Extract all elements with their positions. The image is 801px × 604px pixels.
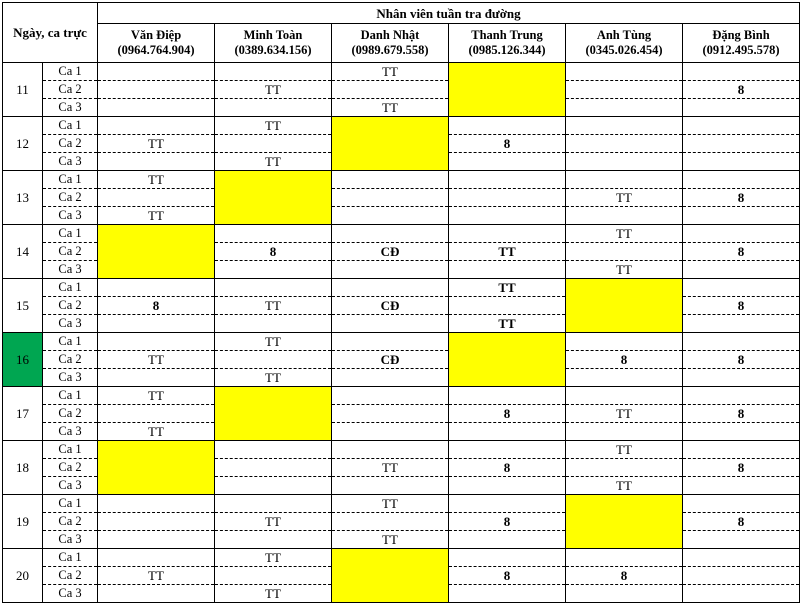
shift-label: Ca 2 [43, 81, 98, 99]
employee-name: Đặng Bình [712, 28, 770, 42]
shift-label: Ca 1 [43, 171, 98, 189]
duty-cell [332, 369, 449, 387]
shift-row [3, 423, 800, 441]
duty-cell: 8 [449, 135, 566, 153]
duty-cell: TT [332, 99, 449, 117]
day-off-cell [332, 117, 449, 135]
shift-label: Ca 2 [43, 405, 98, 423]
duty-cell [332, 477, 449, 495]
duty-cell: 8 [449, 405, 566, 423]
shift-row [3, 189, 800, 207]
duty-cell [683, 531, 800, 549]
duty-cell [566, 63, 683, 81]
duty-cell [566, 207, 683, 225]
employee-header [215, 24, 332, 63]
shift-row [3, 135, 800, 153]
duty-cell: TT [215, 369, 332, 387]
day-off-cell [215, 171, 332, 189]
shift-label: Ca 2 [43, 297, 98, 315]
duty-cell [98, 189, 215, 207]
shift-label: Ca 1 [43, 117, 98, 135]
duty-cell [215, 441, 332, 459]
shift-label: Ca 1 [43, 225, 98, 243]
duty-cell [98, 99, 215, 117]
shift-row [3, 513, 800, 531]
duty-cell [215, 261, 332, 279]
employee-header [566, 24, 683, 63]
duty-cell: 8 [683, 297, 800, 315]
shift-row [3, 459, 800, 477]
shift-row [3, 549, 800, 567]
duty-cell: TT [98, 387, 215, 405]
day-off-cell [98, 477, 215, 495]
day-off-cell [449, 99, 566, 117]
employee-phone: (0989.679.558) [351, 43, 429, 57]
shift-label: Ca 1 [43, 279, 98, 297]
shift-row [3, 405, 800, 423]
day-off-cell [332, 549, 449, 567]
duty-cell: 8 [449, 513, 566, 531]
duty-cell [98, 117, 215, 135]
duty-cell [566, 171, 683, 189]
duty-cell [332, 423, 449, 441]
duty-cell [683, 495, 800, 513]
duty-cell [98, 279, 215, 297]
shift-row [3, 243, 800, 261]
duty-cell [566, 81, 683, 99]
employee-name: Danh Nhật [360, 28, 420, 42]
duty-cell [215, 315, 332, 333]
duty-cell [98, 369, 215, 387]
shift-label: Ca 1 [43, 63, 98, 81]
duty-cell [683, 279, 800, 297]
duty-cell: 8 [683, 243, 800, 261]
duty-cell [449, 117, 566, 135]
employee-header [449, 24, 566, 63]
duty-cell [449, 153, 566, 171]
employee-phone: (0912.495.578) [702, 43, 780, 57]
duty-cell: TT [98, 171, 215, 189]
shift-label: Ca 1 [43, 333, 98, 351]
duty-cell [449, 207, 566, 225]
duty-cell [332, 81, 449, 99]
duty-cell [449, 549, 566, 567]
duty-cell [566, 459, 683, 477]
duty-cell: TT [566, 405, 683, 423]
duty-cell: CĐ [332, 243, 449, 261]
shift-row [3, 567, 800, 585]
shift-row [3, 351, 800, 369]
day-off-cell [215, 405, 332, 423]
duty-cell [566, 387, 683, 405]
duty-cell [215, 531, 332, 549]
duty-cell: 8 [683, 189, 800, 207]
duty-cell [98, 585, 215, 603]
duty-cell: TT [566, 441, 683, 459]
duty-cell [683, 369, 800, 387]
duty-cell [215, 99, 332, 117]
duty-cell [332, 189, 449, 207]
day-off-cell [449, 333, 566, 351]
duty-cell [683, 585, 800, 603]
shift-row [3, 387, 800, 405]
duty-cell [332, 315, 449, 333]
duty-cell: CĐ [332, 297, 449, 315]
employee-header [98, 24, 215, 63]
duty-cell [449, 387, 566, 405]
day-off-cell [215, 207, 332, 225]
duty-cell: TT [566, 261, 683, 279]
shift-row [3, 495, 800, 513]
day-number: 11 [3, 63, 43, 117]
duty-cell [683, 99, 800, 117]
duty-cell [683, 117, 800, 135]
duty-cell [449, 495, 566, 513]
duty-cell [215, 567, 332, 585]
day-number: 17 [3, 387, 43, 441]
duty-cell [332, 207, 449, 225]
shift-label: Ca 2 [43, 513, 98, 531]
day-number: 18 [3, 441, 43, 495]
patrol-schedule-table [2, 2, 800, 603]
duty-cell [683, 261, 800, 279]
duty-cell [98, 315, 215, 333]
duty-cell [332, 171, 449, 189]
duty-cell: 8 [683, 459, 800, 477]
duty-cell [215, 495, 332, 513]
shift-label: Ca 1 [43, 495, 98, 513]
duty-cell: TT [566, 477, 683, 495]
duty-cell [683, 153, 800, 171]
duty-cell: TT [332, 63, 449, 81]
duty-cell: TT [215, 153, 332, 171]
day-off-cell [332, 585, 449, 603]
employee-name: Minh Toàn [243, 28, 303, 42]
day-off-cell [98, 441, 215, 459]
shift-row [3, 81, 800, 99]
day-number: 19 [3, 495, 43, 549]
duty-cell [566, 117, 683, 135]
day-off-cell [566, 297, 683, 315]
duty-cell: TT [215, 117, 332, 135]
shift-label: Ca 1 [43, 387, 98, 405]
duty-cell [332, 387, 449, 405]
shift-row [3, 333, 800, 351]
employee-phone: (0389.634.156) [234, 43, 312, 57]
duty-cell [98, 153, 215, 171]
duty-cell [98, 63, 215, 81]
duty-cell [215, 459, 332, 477]
duty-cell [449, 423, 566, 441]
shift-row [3, 63, 800, 81]
shift-label: Ca 3 [43, 423, 98, 441]
employee-name: Anh Tùng [596, 28, 652, 42]
duty-cell [332, 261, 449, 279]
employee-phone: (0345.026.454) [585, 43, 663, 57]
duty-cell [683, 207, 800, 225]
duty-cell [566, 153, 683, 171]
duty-cell [449, 171, 566, 189]
day-off-cell [566, 279, 683, 297]
day-off-cell [332, 153, 449, 171]
patrol-staff-header: Nhân viên tuần tra đường [98, 3, 800, 24]
shift-label: Ca 3 [43, 207, 98, 225]
duty-cell: TT [98, 207, 215, 225]
shift-row [3, 369, 800, 387]
shift-label: Ca 1 [43, 549, 98, 567]
duty-cell [683, 423, 800, 441]
duty-cell [215, 279, 332, 297]
duty-cell [683, 135, 800, 153]
duty-cell [98, 531, 215, 549]
shift-row [3, 441, 800, 459]
duty-cell [683, 315, 800, 333]
shift-row [3, 297, 800, 315]
duty-cell: 8 [566, 351, 683, 369]
duty-cell: TT [566, 189, 683, 207]
duty-cell [683, 171, 800, 189]
duty-cell: TT [449, 279, 566, 297]
duty-cell [449, 441, 566, 459]
shift-row [3, 171, 800, 189]
duty-cell: TT [215, 333, 332, 351]
duty-cell [683, 225, 800, 243]
day-number: 20 [3, 549, 43, 603]
duty-cell [566, 135, 683, 153]
duty-cell: TT [98, 423, 215, 441]
duty-cell [215, 225, 332, 243]
day-off-cell [449, 81, 566, 99]
duty-cell [449, 477, 566, 495]
duty-cell: TT [215, 585, 332, 603]
shift-label: Ca 2 [43, 459, 98, 477]
day-off-cell [449, 351, 566, 369]
shift-row [3, 207, 800, 225]
duty-cell: TT [332, 495, 449, 513]
duty-cell [566, 585, 683, 603]
day-off-cell [566, 315, 683, 333]
duty-cell [449, 531, 566, 549]
duty-cell [332, 333, 449, 351]
duty-cell [449, 585, 566, 603]
shift-label: Ca 2 [43, 351, 98, 369]
day-number: 14 [3, 225, 43, 279]
duty-cell: 8 [98, 297, 215, 315]
duty-cell: 8 [683, 513, 800, 531]
duty-cell: TT [98, 351, 215, 369]
day-off-cell [332, 135, 449, 153]
duty-cell [98, 513, 215, 531]
shift-label: Ca 3 [43, 531, 98, 549]
day-number: 15 [3, 279, 43, 333]
day-off-cell [98, 225, 215, 243]
duty-cell [332, 513, 449, 531]
duty-cell [98, 81, 215, 99]
shift-label: Ca 2 [43, 135, 98, 153]
day-off-cell [98, 243, 215, 261]
duty-cell: TT [215, 513, 332, 531]
duty-cell [566, 369, 683, 387]
shift-row [3, 477, 800, 495]
duty-cell [683, 549, 800, 567]
day-number: 12 [3, 117, 43, 171]
duty-cell: TT [332, 459, 449, 477]
shift-row [3, 531, 800, 549]
duty-cell [683, 333, 800, 351]
duty-cell [566, 549, 683, 567]
duty-cell [449, 225, 566, 243]
duty-cell: TT [98, 135, 215, 153]
duty-cell [98, 495, 215, 513]
duty-cell [683, 63, 800, 81]
day-off-cell [449, 63, 566, 81]
duty-cell: TT [98, 567, 215, 585]
shift-row [3, 279, 800, 297]
day-number: 16 [3, 333, 43, 387]
shift-row [3, 117, 800, 135]
day-off-cell [215, 423, 332, 441]
day-off-cell [215, 189, 332, 207]
duty-cell: 8 [449, 567, 566, 585]
shift-row [3, 153, 800, 171]
day-off-cell [98, 459, 215, 477]
duty-cell [332, 225, 449, 243]
duty-cell: TT [215, 81, 332, 99]
shift-label: Ca 3 [43, 585, 98, 603]
day-number: 13 [3, 171, 43, 225]
duty-cell [683, 441, 800, 459]
shift-label: Ca 2 [43, 567, 98, 585]
duty-cell: 8 [683, 81, 800, 99]
employee-header [332, 24, 449, 63]
duty-cell: TT [215, 297, 332, 315]
shift-label: Ca 3 [43, 99, 98, 117]
employee-name: Thanh Trung [471, 28, 543, 42]
duty-cell [449, 297, 566, 315]
duty-cell: 8 [215, 243, 332, 261]
duty-cell: TT [449, 315, 566, 333]
duty-cell [566, 99, 683, 117]
duty-cell [215, 351, 332, 369]
day-off-cell [566, 513, 683, 531]
duty-cell: 8 [566, 567, 683, 585]
duty-cell [683, 477, 800, 495]
employee-phone: (0964.764.904) [117, 43, 195, 57]
duty-cell: 8 [683, 351, 800, 369]
duty-cell: TT [215, 549, 332, 567]
shift-label: Ca 3 [43, 369, 98, 387]
duty-cell [449, 261, 566, 279]
shift-label: Ca 3 [43, 315, 98, 333]
duty-cell [566, 423, 683, 441]
duty-cell: 8 [683, 405, 800, 423]
day-off-cell [332, 567, 449, 585]
duty-cell [332, 405, 449, 423]
duty-cell [332, 279, 449, 297]
duty-cell: CĐ [332, 351, 449, 369]
shift-label: Ca 3 [43, 261, 98, 279]
shift-label: Ca 2 [43, 189, 98, 207]
shift-label: Ca 2 [43, 243, 98, 261]
duty-cell [215, 477, 332, 495]
day-off-cell [449, 369, 566, 387]
day-off-cell [566, 531, 683, 549]
duty-cell [566, 333, 683, 351]
employee-phone: (0985.126.344) [468, 43, 546, 57]
shift-row [3, 225, 800, 243]
duty-cell: TT [566, 225, 683, 243]
duty-cell [683, 387, 800, 405]
duty-cell [98, 405, 215, 423]
shift-label: Ca 3 [43, 477, 98, 495]
employee-header [683, 24, 800, 63]
shift-row [3, 261, 800, 279]
shift-row [3, 315, 800, 333]
duty-cell [566, 243, 683, 261]
shift-label: Ca 1 [43, 441, 98, 459]
date-shift-header: Ngày, ca trực [3, 3, 98, 63]
shift-row [3, 585, 800, 603]
duty-cell: TT [332, 531, 449, 549]
duty-cell [98, 549, 215, 567]
shift-label: Ca 3 [43, 153, 98, 171]
duty-cell [332, 441, 449, 459]
shift-row [3, 99, 800, 117]
employee-name: Văn Điệp [130, 28, 182, 42]
day-off-cell [566, 495, 683, 513]
duty-cell: 8 [449, 459, 566, 477]
duty-cell: TT [449, 243, 566, 261]
duty-cell [449, 189, 566, 207]
day-off-cell [98, 261, 215, 279]
duty-cell [215, 135, 332, 153]
duty-cell [98, 333, 215, 351]
day-off-cell [215, 387, 332, 405]
duty-cell [215, 63, 332, 81]
duty-cell [683, 567, 800, 585]
